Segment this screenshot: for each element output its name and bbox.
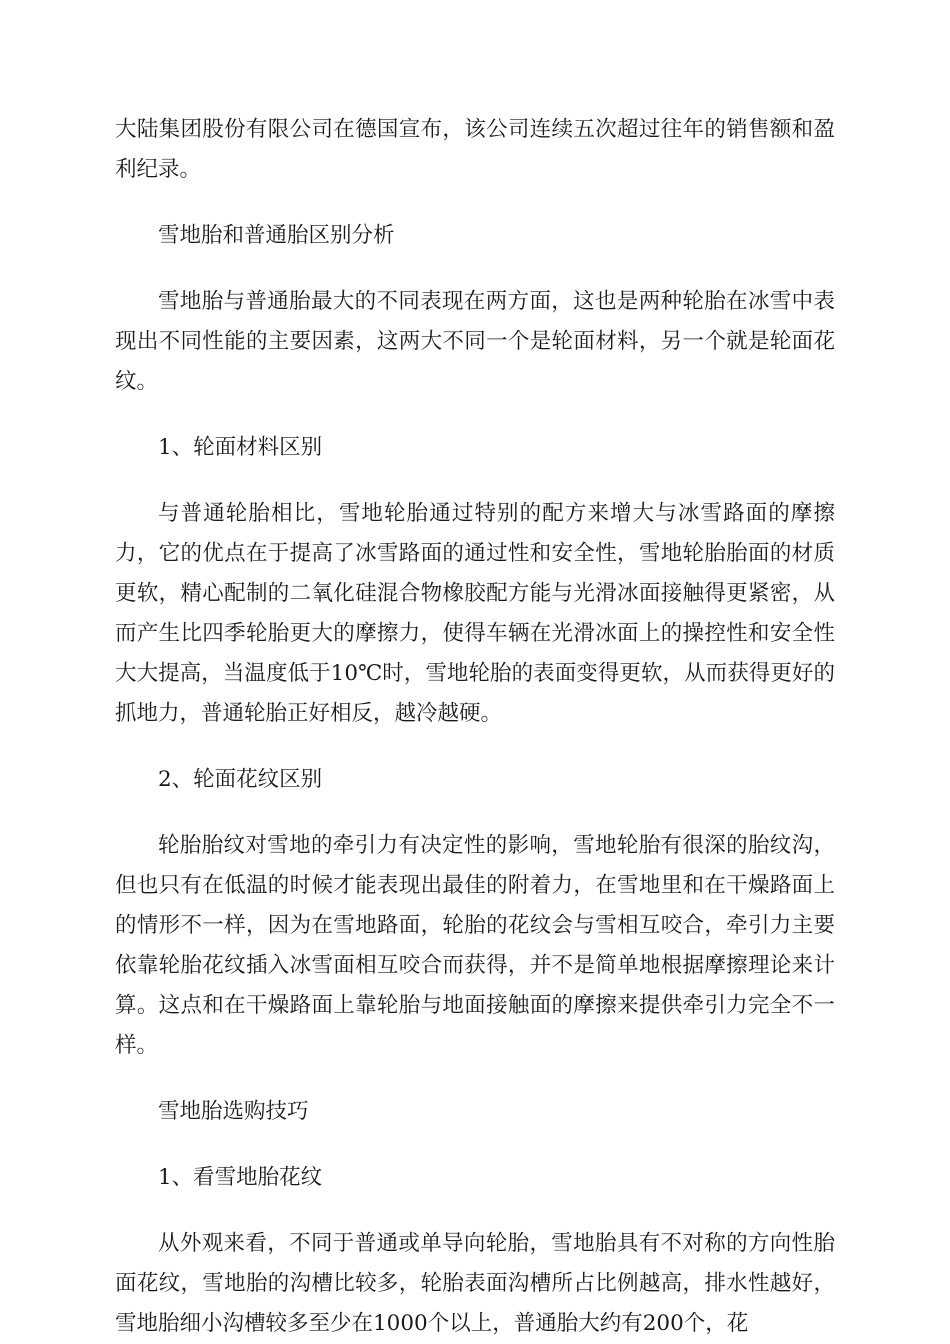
section-heading-buying-tips: 雪地胎选购技巧 (158, 1099, 309, 1124)
paragraph-continuation: 大陆集团股份有限公司在德国宣布，该公司连续五次超过往年的销售额和盈利纪录。 (115, 117, 835, 182)
paragraph-main-differences: 雪地胎与普通胎最大的不同表现在两方面，这也是两种轮胎在冰雪中表现出不同性能的主要因素，这两大不同一个是轮面材料，另一个就是轮面花纹。 (115, 289, 835, 394)
section-heading-difference-analysis: 雪地胎和普通胎区别分析 (158, 223, 395, 248)
paragraph-tread-material: 与普通轮胎相比，雪地轮胎通过特别的配方来增大与冰雪路面的摩擦力，它的优点在于提高了冰雪路面的通过性和安全性，雪地轮胎胎面的材质更软，精心配制的二氧化硅混合物橡胶配方能与光滑冰面接触得更紧密，从而产生比四季轮胎更大的摩擦力，使得车辆在光滑冰面上的操控性和安全性大大提高，当温度低于10℃时，雪地轮胎的表面变得更软，从而获得更好的抓地力，普通轮胎正好相反，越冷越硬。 (115, 501, 835, 726)
paragraph-check-pattern: 从外观来看，不同于普通或单导向轮胎，雪地胎具有不对称的方向性胎面花纹，雪地胎的沟槽比较多，轮胎表面沟槽所占比例越高，排水性越好，雪地胎细小沟槽较多至少在1000个以上，普通胎大约有200个，花 (115, 1231, 835, 1336)
document-body (115, 110, 835, 1344)
subheading-tread-pattern: 2、轮面花纹区别 (158, 767, 323, 792)
subheading-tread-material: 1、轮面材料区别 (158, 435, 323, 460)
subheading-check-pattern: 1、看雪地胎花纹 (158, 1165, 323, 1190)
paragraph-tread-pattern: 轮胎胎纹对雪地的牵引力有决定性的影响，雪地轮胎有很深的胎纹沟，但也只有在低温的时候才能表现出最佳的附着力，在雪地里和在干燥路面上的情形不一样，因为在雪地路面，轮胎的花纹会与雪相互咬合，牵引力主要依靠轮胎花纹插入冰雪面相互咬合而获得，并不是简单地根据摩擦理论来计算。这点和在干燥路面上靠轮胎与地面接触面的摩擦来提供牵引力完全不一样。 (115, 833, 835, 1058)
